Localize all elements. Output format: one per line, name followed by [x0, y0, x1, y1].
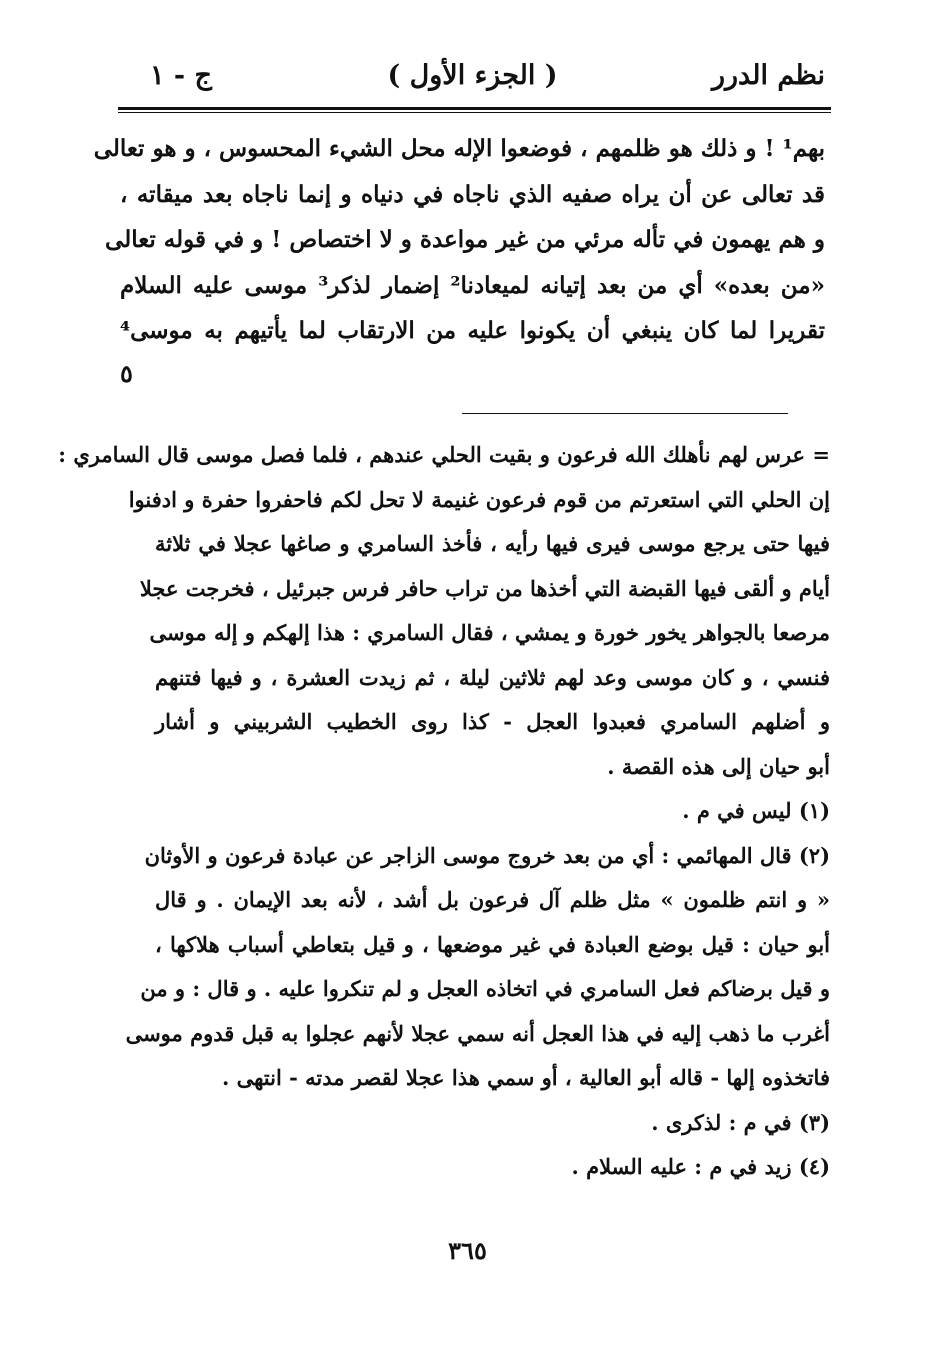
footnote-continuation-line: أبو حيان إلى هذه القصة .	[607, 753, 830, 779]
line-number-marker: ٥	[120, 359, 133, 388]
main-line: «من بعده» أي من بعد إتيانه لميعادنا² إضمار لذكر³ موسى عليه السلام	[120, 271, 825, 299]
footnote-2-line: أغرب ما ذهب إليه في هذا العجل أنه سمي عجلا لأنهم عجلوا به قبل قدوم موسى	[125, 1020, 830, 1046]
footnote-2-line: أبو حيان : قيل بوضع العبادة في غير موضعها ، و قيل بتعاطي أسباب هلاكها ،	[155, 931, 830, 957]
footnotes	[58, 433, 830, 1190]
footnote-continuation-line: إن الحلي التي استعرتم من قوم فرعون غنيمة لا تحل لكم فاحفروا حفرة و ادفنوا	[128, 486, 830, 512]
main-line: بهم¹ ! و ذلك هو ظلمهم ، فوضعوا الإله محل الشيء المحسوس ، و هو تعالى	[93, 135, 825, 162]
footnote-3: (٣) في م : لذكرى .	[651, 1109, 830, 1135]
main-line: و هم يهمون في تأله مرئي من غير مواعدة و لا اختصاص ! و في قوله تعالى	[105, 226, 825, 253]
footnote-1: (١) ليس في م .	[682, 798, 830, 823]
running-header	[120, 52, 825, 100]
footnote-2-line: و قيل برضاكم فعل السامري في اتخاذه العجل و لم تنكروا عليه . و قال : و من	[140, 976, 830, 1001]
volume-label: ( الجزء الأول )	[387, 60, 558, 91]
footnote-separator	[462, 413, 788, 414]
page-number: ٣٦٥	[448, 1236, 487, 1265]
main-text	[93, 126, 825, 354]
footnote-continuation-line: فيها حتى يرجع موسى فيرى فيها رأيه ، فأخذ السامري و صاغها عجلا في ثلاثة	[155, 531, 830, 556]
footnote-continuation-line: مرصعا بالجواهر يخور خورة و يمشي ، فقال السامري : هذا إلهكم و إله موسى	[149, 620, 830, 645]
footnote-4: (٤) زيد في م : عليه السلام .	[571, 1154, 830, 1179]
footnote-continuation-line: و أضلهم السامري فعبدوا العجل - كذا روى الخطيب الشربيني و أشار	[155, 709, 830, 734]
main-line: تقريرا لما كان ينبغي أن يكونوا عليه من الارتقاب لما يأتيهم به موسى⁴	[120, 317, 825, 344]
book-title: نظم الدرر	[711, 60, 825, 91]
footnote-continuation-line: = عرس لهم نأهلك الله فرعون و بقيت الحلي عندهم ، فلما فصل موسى قال السامري :	[58, 442, 830, 467]
footnote-continuation-line: فنسي ، و كان موسى وعد لهم ثلاثين ليلة ، ثم زيدت العشرة ، و فيها فتنهم	[155, 664, 830, 690]
main-line: قد تعالى عن أن يراه صفيه الذي ناجاه في دنياه و إنما ناجاه بعد ميقاته ،	[120, 180, 825, 208]
footnote-continuation-line: أيام و ألقى فيها القبضة التي أخذها من تراب حافر فرس جبرئيل ، فخرجت عجلا	[139, 575, 830, 601]
footnote-2-line: فاتخذوه إلها - قاله أبو العالية ، أو سمي هذا عجلا لقصر مدته - انتهى .	[221, 1065, 830, 1090]
header-rule	[118, 107, 831, 113]
footnote-2-line: (٢) قال المهائمي : أي من بعد خروج موسى الزاجر عن عبادة فرعون و الأوثان	[144, 842, 830, 868]
footnote-2-line: « و انتم ظلمون » مثل ظلم آل فرعون بل أشد ، لأنه بعد الإيمان . و قال	[155, 887, 830, 912]
volume-short: ج - ١	[150, 60, 212, 91]
